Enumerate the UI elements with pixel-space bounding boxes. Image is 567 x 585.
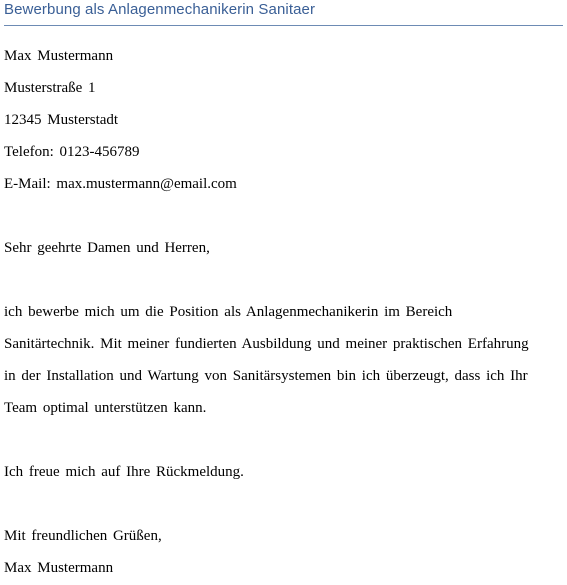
paragraph-line: Sanitärtechnik. Mit meiner fundierten Ausbildung und meiner praktischen Erfahrung bbox=[4, 336, 529, 352]
paragraph-line: Team optimal unterstützen kann. bbox=[4, 400, 207, 416]
spacer bbox=[4, 264, 563, 296]
sender-email: E-Mail: max.mustermann@email.com bbox=[4, 176, 237, 192]
closing: Mit freundlichen Grüßen, bbox=[4, 528, 162, 544]
document-title: Bewerbung als Anlagenmechanikerin Sanitaer bbox=[4, 1, 316, 18]
sender-city: 12345 Musterstadt bbox=[4, 112, 119, 128]
spacer bbox=[4, 424, 563, 456]
paragraph-2: Ich freue mich auf Ihre Rückmeldung. bbox=[4, 464, 244, 480]
sender-street: Musterstraße 1 bbox=[4, 80, 96, 96]
spacer bbox=[4, 200, 563, 232]
sender-name: Max Mustermann bbox=[4, 48, 114, 64]
signature: Max Mustermann bbox=[4, 560, 114, 576]
title-divider bbox=[4, 25, 563, 26]
sender-address bbox=[4, 40, 563, 200]
paragraph-line: ich bewerbe mich um die Position als Anlagenmechanikerin im Bereich bbox=[4, 304, 453, 320]
sender-phone: Telefon: 0123-456789 bbox=[4, 144, 140, 160]
paragraph-1 bbox=[4, 296, 563, 424]
letter-body bbox=[4, 40, 563, 584]
paragraph-line: in der Installation und Wartung von Sanitärsystemen bin ich überzeugt, dass ich Ihr bbox=[4, 368, 528, 384]
spacer bbox=[4, 488, 563, 520]
salutation: Sehr geehrte Damen und Herren, bbox=[4, 240, 210, 256]
